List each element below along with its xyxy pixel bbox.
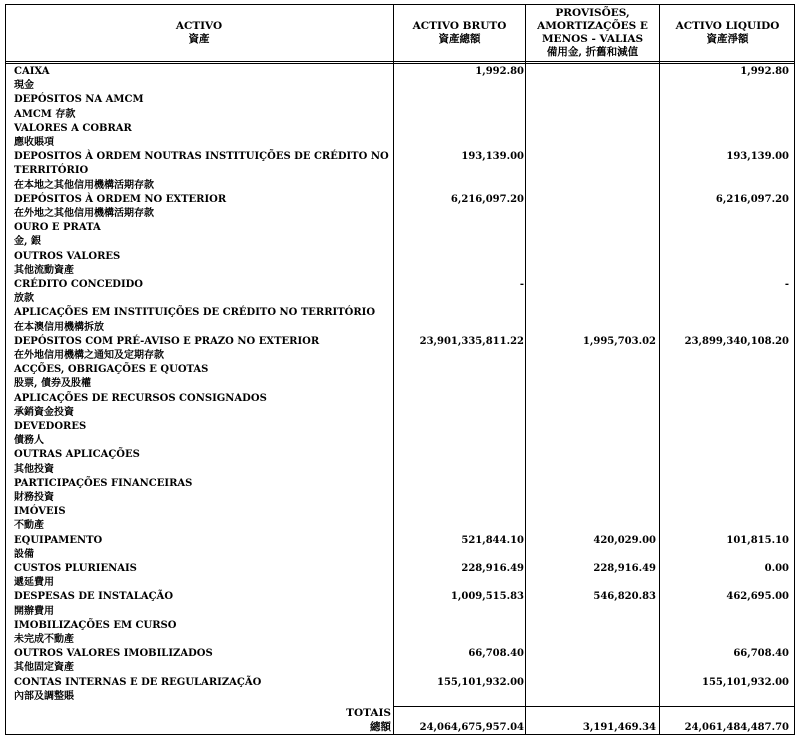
provisoes-value: 228,916.49 [593, 563, 656, 574]
provisoes-value: 546,820.83 [593, 591, 656, 603]
item-label-pt: DEPÓSITOS À ORDEM NO EXTERIOR [14, 193, 227, 205]
item-label-pt: DESPESAS DE INSTALAÇÃO [14, 591, 174, 603]
item-label-zh: 金, 銀 [14, 236, 41, 248]
table-row [14, 221, 394, 249]
table-row [14, 562, 394, 590]
item-label-pt: OUTROS VALORES IMOBILIZADOS [14, 648, 213, 660]
item-label-zh: 股票, 債券及股權 [14, 378, 91, 390]
item-label-zh: 其他投資 [14, 463, 54, 475]
header-liquido-zh: 資產淨額 [706, 32, 749, 45]
table-row [14, 122, 394, 150]
header-liquido-pt: ACTIVO LIQUIDO [675, 19, 780, 32]
activo-liquido-value: - [784, 279, 789, 290]
activo-bruto-value: 23,901,335,811.22 [419, 335, 524, 347]
item-label-pt: CAIXA [14, 66, 50, 77]
table-row [14, 93, 394, 121]
activo-liquido-value: 6,216,097.20 [715, 193, 789, 205]
table-row [14, 676, 394, 704]
item-label-pt: IMÓVEIS [14, 506, 66, 518]
table-row [14, 619, 394, 647]
table-row [14, 590, 394, 618]
header-provisoes-line1: PROVISÕES, [555, 6, 630, 19]
header-activo-liquido [660, 4, 795, 61]
item-label-zh: 不動產 [14, 520, 44, 532]
item-label-pt: CUSTOS PLURIENAIS [14, 563, 137, 574]
table-row [14, 65, 394, 93]
activo-liquido-value: 155,101,932.00 [702, 676, 789, 688]
header-provisoes-line3: MENOS - VALIAS [541, 32, 644, 45]
column-divider [525, 4, 526, 735]
item-label-pt: DEPOSITOS À ORDEM NOUTRAS INSTITUIÇÕES DE CRÉDITO NO [14, 151, 389, 163]
item-label-zh: 在外地信用機構之通知及定期存款 [14, 350, 164, 361]
totals-divider [393, 706, 795, 707]
table-row [14, 392, 394, 420]
item-label-zh: 在本地之其他信用機構活期存款 [14, 179, 154, 191]
item-label-zh: 設備 [14, 548, 34, 560]
activo-bruto-value: 521,844.10 [461, 534, 524, 546]
table-row [14, 448, 394, 476]
item-label-pt: CRÉDITO CONCEDIDO [14, 279, 143, 290]
item-label-pt: ACÇÕES, OBRIGAÇÕES E QUOTAS [14, 364, 209, 376]
item-label-pt: DEPÓSITOS NA AMCM [14, 94, 144, 106]
item-label-zh: 在外地之其他信用機構活期存款 [14, 208, 154, 219]
item-label-zh: 遞延費用 [14, 577, 54, 589]
activo-bruto-value: 1,009,515.83 [450, 591, 524, 603]
item-label-zh: AMCM 存款 [14, 108, 76, 120]
activo-liquido-value: 462,695.00 [726, 591, 789, 603]
item-label-zh: 債務人 [14, 435, 44, 447]
item-label-zh: 在本澳信用機構拆放 [14, 321, 104, 333]
activo-liquido-value: 66,708.40 [733, 648, 789, 660]
item-label-zh: 放款 [14, 293, 34, 305]
item-label-pt: IMOBILIZAÇÕES EM CURSO [14, 619, 177, 631]
header-divider [5, 63, 795, 64]
header-activo-bruto [394, 4, 525, 61]
item-label-zh: 承銷資金投資 [14, 406, 74, 418]
header-bruto-pt: ACTIVO BRUTO [412, 19, 507, 32]
item-label-pt: OUTRAS APLICAÇÕES [14, 449, 140, 461]
activo-bruto-value: 193,139.00 [461, 151, 524, 163]
item-label-zh: 其他流動資產 [14, 264, 74, 276]
table-row [14, 306, 394, 334]
item-label-pt: DEPÓSITOS COM PRÉ-AVISO E PRAZO NO EXTERIOR [14, 335, 320, 347]
provisoes-value: 420,029.00 [593, 534, 656, 546]
item-label-pt-cont: TERRITÓRIO [14, 165, 89, 177]
header-provisoes-zh: 備用金, 折舊和減值 [546, 45, 639, 58]
activo-liquido-value: 101,815.10 [726, 534, 789, 546]
totals-label-pt: TOTAIS [346, 707, 391, 719]
header-provisoes-line2: AMORTIZAÇÕES E [537, 19, 648, 32]
item-label-zh: 其他固定資產 [14, 662, 74, 674]
totals-provisoes: 3,191,469.34 [582, 722, 656, 733]
table-row [14, 278, 394, 306]
item-label-pt: DEVEDORES [14, 421, 87, 432]
activo-bruto-value: 66,708.40 [468, 648, 524, 660]
header-divider [5, 61, 795, 62]
totals-label-zh: 總額 [370, 721, 391, 733]
table-row [14, 335, 394, 363]
table-row [14, 647, 394, 675]
item-label-zh: 應收賬項 [14, 137, 54, 148]
column-divider [659, 4, 660, 735]
table-row [14, 534, 394, 562]
header-activo-pt: ACTIVO [175, 19, 223, 32]
activo-liquido-value: 193,139.00 [726, 151, 789, 163]
item-label-pt: APLICAÇÕES EM INSTITUIÇÕES DE CRÉDITO NO TERRITÓRIO [14, 307, 376, 319]
activo-bruto-value: - [519, 279, 524, 290]
balance-sheet-table [5, 4, 795, 735]
activo-bruto-value: 228,916.49 [461, 563, 524, 574]
item-label-zh: 財務投資 [14, 492, 54, 503]
item-label-pt: VALORES A COBRAR [14, 122, 132, 134]
item-label-pt: APLICAÇÕES DE RECURSOS CONSIGNADOS [14, 392, 267, 404]
activo-liquido-value: 0.00 [764, 563, 789, 574]
provisoes-value: 1,995,703.02 [582, 335, 656, 347]
activo-bruto-value: 155,101,932.00 [437, 676, 524, 688]
activo-bruto-value: 6,216,097.20 [450, 193, 524, 205]
item-label-zh: 開辦費用 [14, 605, 54, 617]
table-row [14, 420, 394, 448]
header-activo [5, 4, 393, 61]
table-row [14, 250, 394, 278]
table-row [14, 193, 394, 221]
item-label-zh: 內部及調整賬 [14, 690, 74, 702]
table-row [14, 150, 394, 193]
item-label-pt: PARTICIPAÇÕES FINANCEIRAS [14, 477, 193, 489]
activo-liquido-value: 1,992.80 [740, 66, 789, 77]
activo-liquido-value: 23,899,340,108.20 [684, 335, 789, 347]
totals-activo-bruto: 24,064,675,957.04 [419, 722, 524, 733]
table-row [14, 505, 394, 533]
header-provisoes [526, 4, 659, 61]
item-label-pt: OUTROS VALORES [14, 250, 121, 262]
table-row [14, 363, 394, 391]
header-activo-zh: 資產 [188, 32, 210, 45]
activo-bruto-value: 1,992.80 [475, 66, 524, 77]
item-label-zh: 現金 [14, 80, 34, 92]
item-label-pt: OURO E PRATA [14, 222, 101, 234]
item-label-pt: CONTAS INTERNAS E DE REGULARIZAÇÃO [14, 676, 262, 688]
item-label-zh: 未完成不動產 [14, 634, 74, 645]
totals-activo-liquido: 24,061,484,487.70 [684, 722, 789, 733]
header-bruto-zh: 資產總額 [438, 32, 481, 45]
table-row [14, 477, 394, 505]
item-label-pt: EQUIPAMENTO [14, 534, 103, 546]
